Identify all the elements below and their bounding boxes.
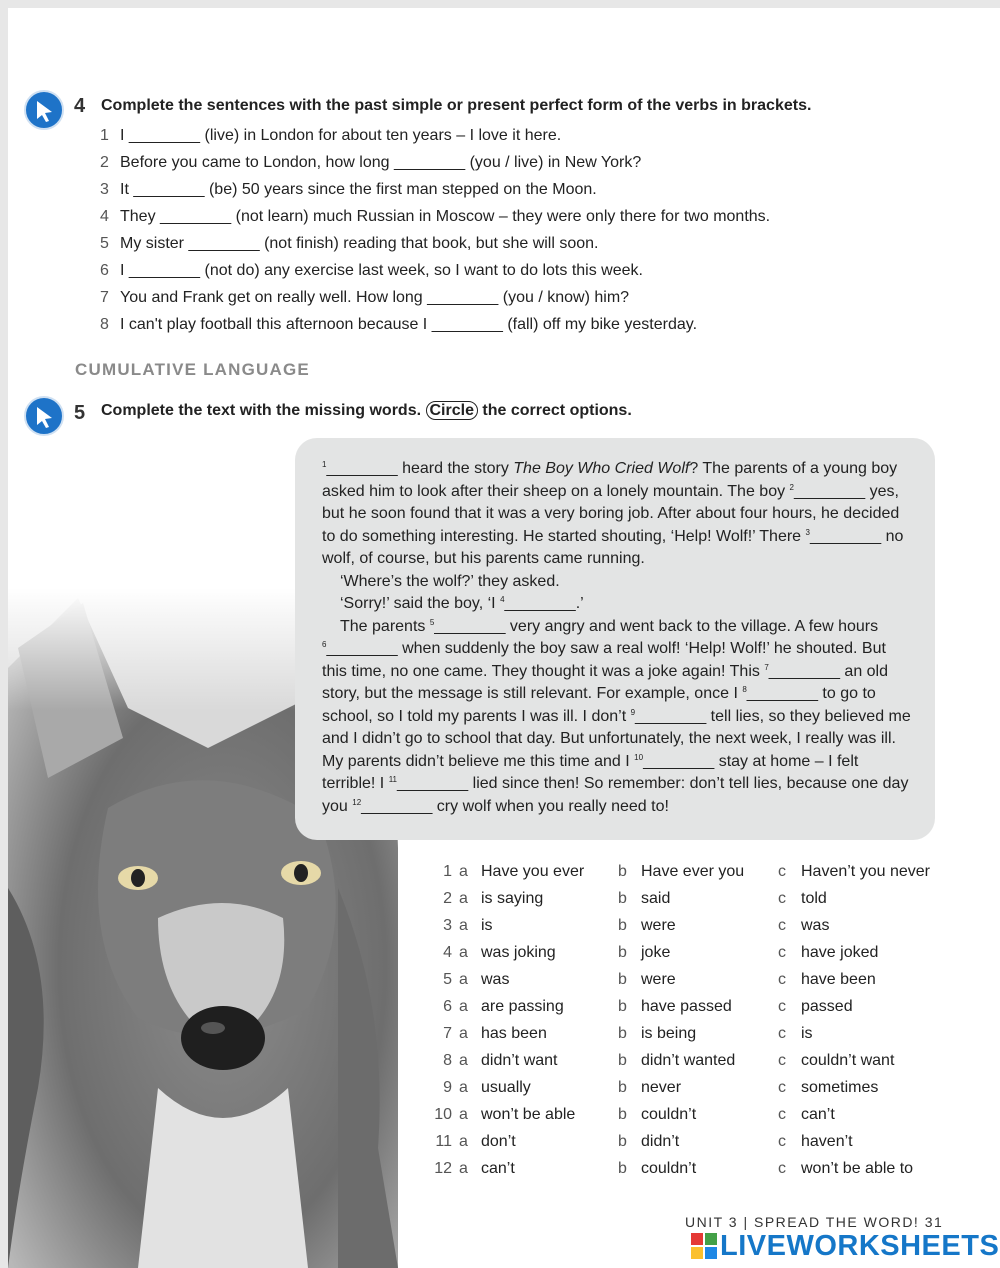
item-number: 6 (100, 262, 109, 279)
item-number: 3 (100, 181, 109, 198)
option-b[interactable]: have passed (641, 998, 732, 1015)
list-item (100, 230, 860, 257)
option-number: 2 (443, 890, 452, 907)
paragraph (322, 458, 912, 571)
gap-number: 9 (630, 707, 636, 717)
item-text: I ________ (live) in London for about ten years – I love it here. (120, 127, 562, 144)
text: ________ lied since then! So remember: don’t tell lies, because one day you (322, 775, 909, 815)
cursor-icon (24, 396, 64, 436)
list-item (100, 176, 860, 203)
option-letter: a (459, 1025, 468, 1042)
text: ________ cry wolf when you really need to! (361, 797, 669, 815)
text: ________ yes, but he soon found that it was a very boring job. After about four hours, he decided to do something interesting. He started shouting, ‘Help! Wolf!’ There (322, 482, 900, 545)
option-letter: c (778, 1106, 786, 1123)
option-number: 10 (434, 1106, 452, 1123)
option-b[interactable]: Have ever you (641, 863, 745, 880)
gap-number: 1 (322, 460, 327, 469)
option-number: 3 (443, 917, 452, 934)
option-letter: c (778, 1160, 786, 1177)
paragraph (322, 593, 912, 616)
option-letter: c (778, 971, 786, 988)
exercise-5-instruction (101, 402, 632, 420)
option-a[interactable]: Have you ever (481, 863, 585, 880)
text: ________ heard the story (326, 460, 514, 477)
option-row (426, 966, 986, 993)
text: ________ stay at home – I felt terrible! I (322, 752, 859, 792)
page-footer-unit: UNIT 3 | SPREAD THE WORD! 31 (685, 1214, 944, 1230)
option-c[interactable]: passed (801, 998, 853, 1015)
story-title: The Boy Who Cried Wolf (513, 460, 690, 477)
option-letter: a (459, 890, 468, 907)
circle-word: Circle (426, 401, 478, 420)
option-a[interactable]: are passing (481, 998, 564, 1015)
option-letter: b (618, 998, 627, 1015)
text: ________ no wolf, of course, but his parents came running. (322, 527, 904, 567)
instruction-text: the correct options. (482, 402, 632, 419)
option-a[interactable]: is saying (481, 890, 544, 907)
text: ________ when suddenly the boy saw a real wolf! ‘Help! Wolf!’ he shouted. But this time, no one came. They thought it was a joke again! This (322, 640, 886, 680)
option-b[interactable]: couldn’t (641, 1106, 697, 1123)
option-letter: a (459, 1160, 468, 1177)
option-c[interactable]: told (801, 890, 827, 907)
option-letter: c (778, 1079, 786, 1096)
option-c[interactable]: sometimes (801, 1079, 879, 1096)
option-number: 8 (443, 1052, 452, 1069)
gap-number: 7 (764, 662, 769, 672)
option-c[interactable]: is (801, 1025, 813, 1042)
exercise-4-instruction: Complete the sentences with the past simple or present perfect form of the verbs in brackets. (101, 97, 812, 114)
option-letter: b (618, 1106, 627, 1123)
option-letter: b (618, 1052, 627, 1069)
option-b[interactable]: is being (641, 1025, 697, 1042)
option-letter: c (778, 944, 786, 961)
gap-number: 3 (805, 527, 810, 537)
option-c[interactable]: won’t be able to (801, 1160, 914, 1177)
gap-number: 12 (352, 797, 362, 807)
option-letter: a (459, 1106, 468, 1123)
option-number: 6 (443, 998, 452, 1015)
option-row (426, 1128, 986, 1155)
worksheet-page (8, 8, 1000, 1268)
gap-number: 4 (500, 595, 505, 604)
option-number: 7 (443, 1025, 452, 1042)
option-a[interactable]: didn’t want (481, 1052, 558, 1069)
list-item (100, 311, 860, 338)
option-row (426, 1101, 986, 1128)
exercise-5-number: 5 (74, 402, 86, 424)
option-number: 1 (443, 863, 452, 880)
item-text: My sister ________ (not finish) reading that book, but she will soon. (120, 235, 599, 252)
story-text (322, 458, 912, 818)
option-letter: c (778, 917, 786, 934)
option-number: 11 (435, 1133, 452, 1150)
option-number: 12 (434, 1160, 452, 1177)
text: The parents (340, 617, 430, 635)
option-c[interactable]: was (801, 917, 830, 934)
option-row (426, 1074, 986, 1101)
option-letter: c (778, 998, 786, 1015)
option-b[interactable]: couldn’t (641, 1160, 697, 1177)
option-c[interactable]: can’t (801, 1106, 835, 1123)
paragraph: ‘Where’s the wolf?’ they asked. (340, 572, 560, 590)
exercise-4-number: 4 (74, 95, 86, 117)
option-letter: b (618, 917, 627, 934)
option-letter: a (459, 1052, 468, 1069)
brand-watermark (691, 1228, 999, 1264)
option-letter: a (459, 971, 468, 988)
option-b[interactable]: were (641, 971, 676, 988)
brand-name: LIVEWORKSHEETS (720, 1229, 1000, 1262)
option-letter: a (459, 944, 468, 961)
text: ________ very angry and went back to the village. A few hours (434, 617, 879, 635)
option-b[interactable]: never (641, 1079, 682, 1096)
cursor-icon (24, 90, 64, 130)
option-a[interactable]: don’t (481, 1133, 516, 1150)
option-b[interactable]: were (641, 917, 676, 934)
item-text: They ________ (not learn) much Russian in Moscow – they were only there for two months. (120, 208, 771, 225)
option-letter: a (459, 1133, 468, 1150)
option-number: 9 (443, 1079, 452, 1096)
option-letter: b (618, 1079, 627, 1096)
option-letter: c (778, 1052, 786, 1069)
text: ‘Sorry!’ said the boy, ‘I (340, 595, 501, 612)
text: ________.’ (504, 595, 584, 612)
option-letter: b (618, 1133, 627, 1150)
option-b[interactable]: didn’t wanted (641, 1052, 736, 1069)
option-letter: b (618, 890, 627, 907)
section-label: CUMULATIVE LANGUAGE (75, 360, 310, 379)
liveworksheets-logo-icon (691, 1233, 717, 1259)
text: ? The parents of a young boy asked him to look after their sheep on a lonely mountain. The boy (322, 460, 898, 500)
list-item (100, 257, 860, 284)
option-a[interactable]: has been (481, 1025, 547, 1042)
option-letter: a (459, 863, 468, 880)
option-letter: c (778, 1025, 786, 1042)
item-text: I can't play football this afternoon because I ________ (fall) off my bike yesterday. (120, 316, 698, 333)
option-letter: b (618, 1025, 627, 1042)
option-b[interactable]: said (641, 890, 671, 907)
option-row (426, 939, 986, 966)
item-number: 1 (100, 127, 109, 144)
option-letter: c (778, 890, 786, 907)
option-letter: a (459, 998, 468, 1015)
exercise-4-list (100, 122, 860, 338)
option-row (426, 885, 986, 912)
option-row (426, 912, 986, 939)
option-c[interactable]: haven’t (801, 1133, 853, 1150)
options-list (426, 858, 986, 1182)
option-c[interactable]: Haven’t you never (801, 863, 930, 880)
gap-number: 6 (322, 640, 327, 649)
text: ________ to go to school, so I told my parents I was ill. I don’t (322, 685, 876, 725)
list-item (100, 122, 860, 149)
option-row (426, 1047, 986, 1074)
option-row (426, 1020, 986, 1047)
gap-number: 2 (789, 482, 794, 492)
item-number: 5 (100, 235, 109, 252)
item-text: It ________ (be) 50 years since the first man stepped on the Moon. (120, 181, 597, 198)
list-item (100, 149, 860, 176)
option-c[interactable]: have joked (801, 944, 879, 961)
text: ________ tell lies, so they believed me and I didn’t go to school that day. But unfortunately, the next week, I really was ill. My parents didn’t believe me this time and I (322, 707, 911, 770)
option-row (426, 1155, 986, 1182)
item-number: 4 (100, 208, 109, 225)
option-b[interactable]: joke (641, 944, 671, 961)
option-c[interactable]: have been (801, 971, 876, 988)
item-number: 2 (100, 154, 109, 171)
gap-number: 8 (742, 685, 747, 694)
instruction-text: Complete the text with the missing words. (101, 402, 422, 419)
option-letter: b (618, 1160, 627, 1177)
option-number: 5 (443, 971, 452, 988)
paragraph (322, 616, 912, 819)
option-a[interactable]: usually (481, 1079, 531, 1096)
list-item (100, 284, 860, 311)
option-row (426, 993, 986, 1020)
option-letter: c (778, 1133, 786, 1150)
item-number: 7 (100, 289, 109, 306)
option-a[interactable]: can’t (481, 1160, 515, 1177)
text: ________ an old story, but the message is still relevant. For example, once I (322, 662, 889, 702)
option-letter: a (459, 1079, 468, 1096)
item-number: 8 (100, 316, 109, 333)
gap-number: 11 (388, 775, 397, 784)
option-number: 4 (443, 944, 452, 961)
option-letter: b (618, 863, 627, 880)
list-item (100, 203, 860, 230)
option-letter: b (618, 944, 627, 961)
item-text: Before you came to London, how long ________ (you / live) in New York? (120, 154, 642, 171)
item-text: I ________ (not do) any exercise last week, so I want to do lots this week. (120, 262, 643, 279)
option-a[interactable]: was joking (481, 944, 556, 961)
option-a[interactable]: won’t be able (481, 1106, 576, 1123)
option-letter: a (459, 917, 468, 934)
option-letter: b (618, 971, 627, 988)
gap-number: 10 (634, 752, 644, 762)
option-row (426, 858, 986, 885)
option-a[interactable]: was (481, 971, 510, 988)
gap-number: 5 (429, 617, 435, 627)
option-letter: c (778, 863, 786, 880)
option-c[interactable]: couldn’t want (801, 1052, 895, 1069)
item-text: You and Frank get on really well. How long ________ (you / know) him? (120, 289, 630, 306)
story-text-box (295, 438, 935, 840)
option-b[interactable]: didn’t (641, 1133, 680, 1150)
option-a[interactable]: is (481, 917, 493, 934)
